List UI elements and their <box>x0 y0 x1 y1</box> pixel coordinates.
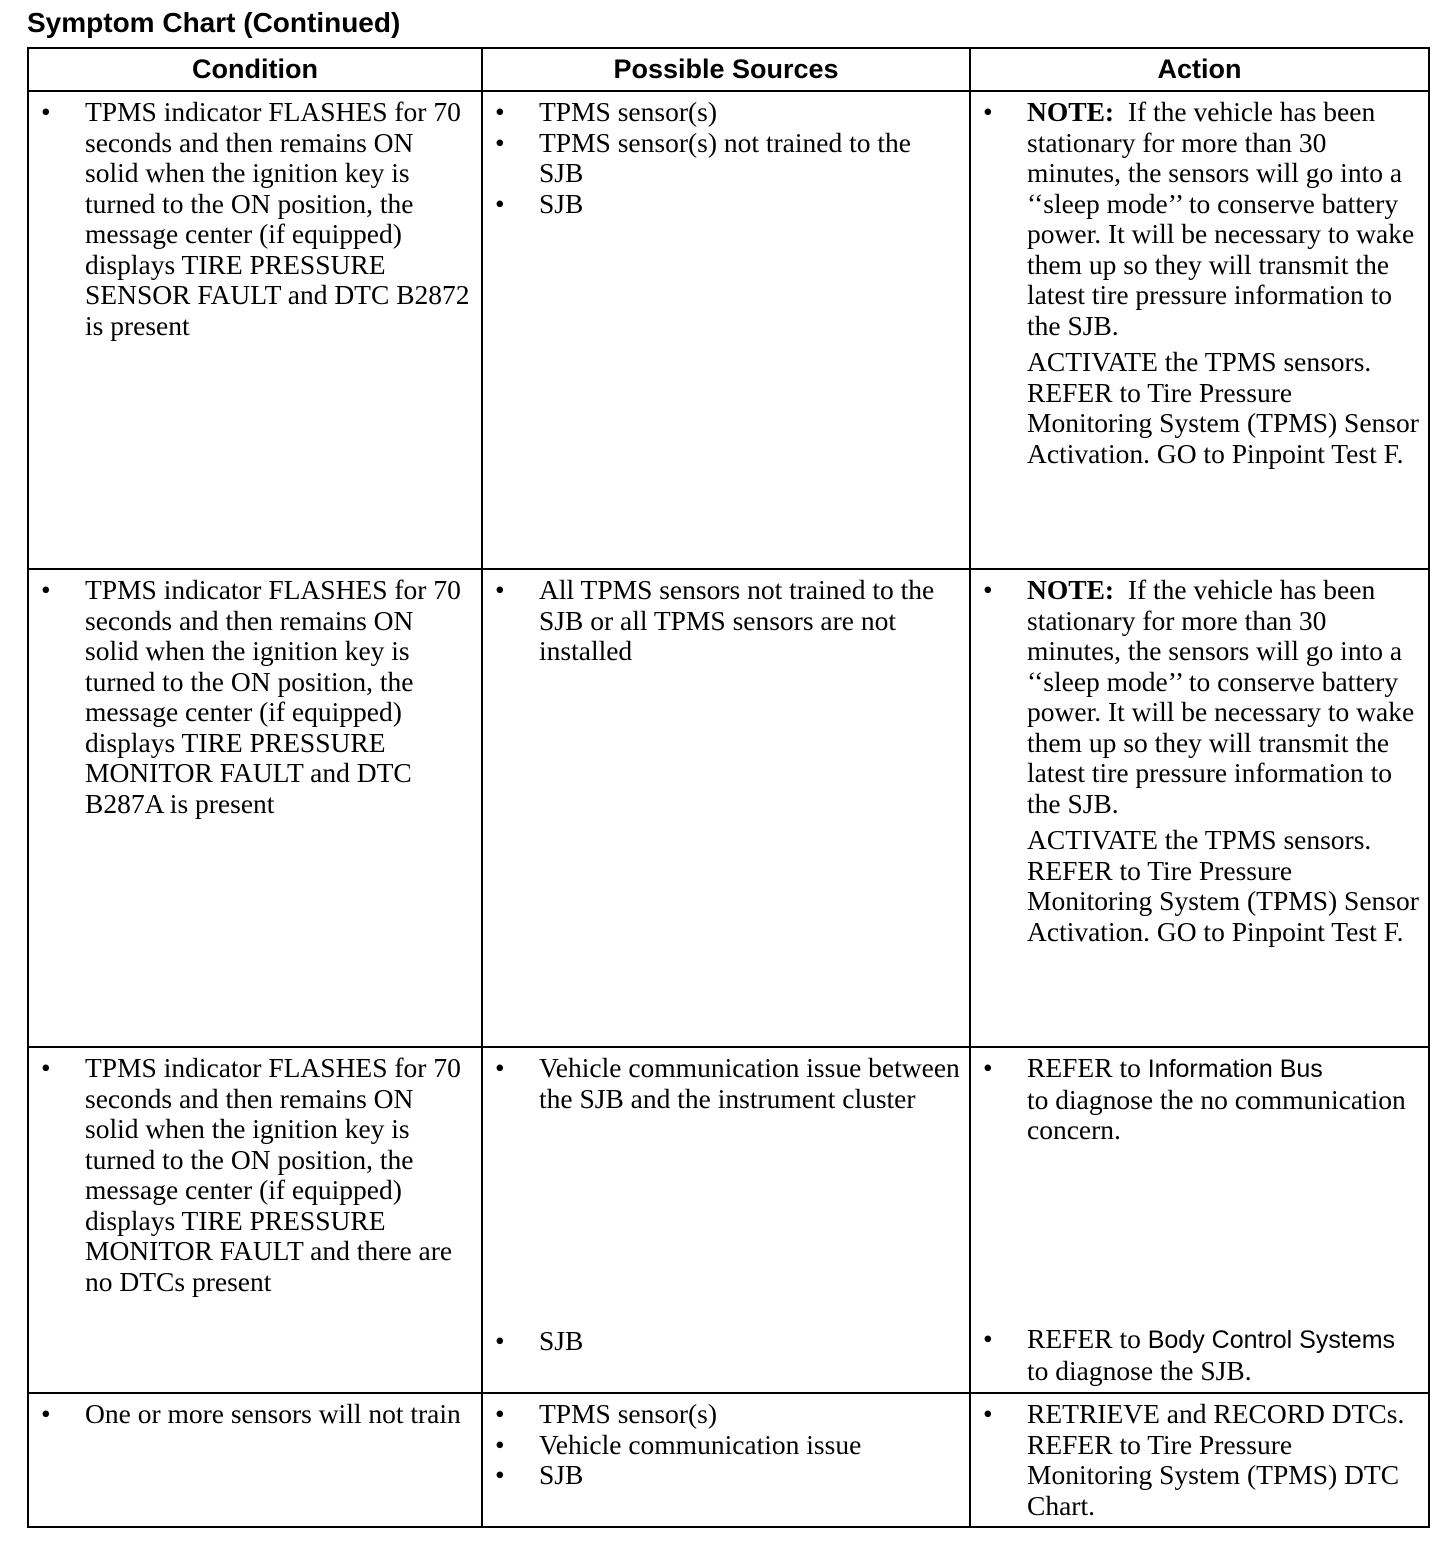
condition-cell <box>28 569 482 1047</box>
bullet-icon: • <box>41 1398 51 1429</box>
list-item <box>29 97 481 341</box>
list-item <box>971 97 1428 341</box>
condition-text: TPMS indicator FLASHES for 70 seconds and then remains ON solid when the ignition key is turned to the ON position, the message center (if equipped) displays TIRE PRESSURE MONITOR FAULT and there are no DTCs present <box>85 1052 461 1297</box>
information-bus-link[interactable]: Information Bus <box>1147 1055 1323 1083</box>
bullet-icon: • <box>983 1398 993 1429</box>
list-item <box>483 1053 969 1114</box>
note-text: If the vehicle has been stationary for more than 30 minutes, the sensors will go into a ‘‘sleep mode’’ to conserve battery power. It will be necessary to wake them up so they will transmit the latest tire pressure information to the SJB. <box>1027 96 1415 341</box>
table-row <box>28 569 1429 1047</box>
action-cell <box>970 1047 1429 1393</box>
list-item <box>483 128 969 189</box>
symptom-chart-table <box>27 47 1430 1528</box>
action-suffix: to diagnose the no communication concern. <box>1027 1083 1406 1145</box>
bullet-icon: • <box>983 1323 993 1354</box>
list-item <box>971 1324 1428 1386</box>
source-text: Vehicle communication issue <box>539 1428 862 1460</box>
header-action: Action <box>970 48 1429 91</box>
action-prefix: REFER to <box>1027 1052 1148 1083</box>
list-item <box>483 1430 969 1461</box>
bullet-icon: • <box>495 574 505 605</box>
action-followup: ACTIVATE the TPMS sensors. REFER to Tire Pressure Monitoring System (TPMS) Sensor Activation. GO to Pinpoint Test F. <box>1027 346 1419 469</box>
bullet-icon: • <box>495 1324 505 1356</box>
source-text: Vehicle communication issue between the SJB and the instrument cluster <box>539 1052 960 1114</box>
table-row <box>28 1047 1429 1393</box>
page-title: Symptom Chart (Continued) <box>27 7 401 38</box>
condition-text: One or more sensors will not train <box>85 1398 461 1429</box>
list-item <box>483 1399 969 1430</box>
bullet-icon: • <box>41 574 51 605</box>
list-item <box>483 575 969 667</box>
note-text: If the vehicle has been stationary for more than 30 minutes, the sensors will go into a ‘‘sleep mode’’ to conserve battery power. It will be necessary to wake them up so they will transmit the latest tire pressure information to the SJB. <box>1027 574 1415 819</box>
source-text: All TPMS sensors not trained to the SJB or all TPMS sensors are not installed <box>539 574 935 666</box>
list-item <box>483 97 969 128</box>
list-item <box>483 1460 969 1491</box>
action-prefix: REFER to <box>1027 1323 1148 1354</box>
condition-cell <box>28 1047 482 1393</box>
note-label: NOTE: <box>1027 96 1115 127</box>
list-item <box>29 575 481 819</box>
bullet-icon: • <box>495 187 505 219</box>
list-item <box>971 1053 1428 1146</box>
bullet-icon: • <box>495 1052 505 1083</box>
bullet-icon: • <box>41 96 51 127</box>
bullet-icon: • <box>983 1052 993 1083</box>
table-row <box>28 91 1429 569</box>
bullet-icon: • <box>41 1052 51 1083</box>
header-condition: Condition <box>28 48 482 91</box>
action-followup: ACTIVATE the TPMS sensors. REFER to Tire Pressure Monitoring System (TPMS) Sensor Activation. GO to Pinpoint Test F. <box>1027 824 1419 947</box>
action-cell <box>970 91 1429 569</box>
list-item <box>971 1399 1428 1521</box>
list-item <box>483 189 969 220</box>
bullet-icon: • <box>495 96 505 127</box>
bullet-icon: • <box>983 96 993 127</box>
header-row <box>28 48 1429 91</box>
list-item <box>29 1399 481 1430</box>
list-item <box>971 575 1428 819</box>
action-text: RETRIEVE and RECORD DTCs. REFER to Tire Pressure Monitoring System (TPMS) DTC Chart. <box>1027 1398 1405 1521</box>
list-item <box>483 1326 969 1357</box>
bullet-icon: • <box>495 1459 505 1490</box>
table-row <box>28 1393 1429 1527</box>
body-control-systems-link[interactable]: Body Control Systems <box>1147 1326 1396 1354</box>
sources-cell <box>482 91 970 569</box>
bullet-icon: • <box>495 126 505 158</box>
sources-cell <box>482 1393 970 1527</box>
header-possible-sources: Possible Sources <box>482 48 970 91</box>
source-text: SJB <box>539 187 584 219</box>
source-text: TPMS sensor(s) not trained to the SJB <box>539 126 911 188</box>
note-label: NOTE: <box>1027 574 1115 605</box>
source-text: TPMS sensor(s) <box>539 1398 717 1429</box>
condition-cell <box>28 1393 482 1527</box>
bullet-icon: • <box>495 1428 505 1460</box>
action-cell <box>970 569 1429 1047</box>
action-cell <box>970 1393 1429 1527</box>
bullet-icon: • <box>983 574 993 605</box>
source-text: TPMS sensor(s) <box>539 96 717 127</box>
action-suffix: to diagnose the SJB. <box>1027 1354 1252 1386</box>
condition-text: TPMS indicator FLASHES for 70 seconds and then remains ON solid when the ignition key is turned to the ON position, the message center (if equipped) displays TIRE PRESSURE SENSOR FAULT and DTC B2872 is present <box>85 96 470 341</box>
bullet-icon: • <box>495 1398 505 1429</box>
sources-cell <box>482 1047 970 1393</box>
sources-cell <box>482 569 970 1047</box>
condition-text: TPMS indicator FLASHES for 70 seconds and then remains ON solid when the ignition key is turned to the ON position, the message center (if equipped) displays TIRE PRESSURE MONITOR FAULT and DTC B287A is present <box>85 574 461 819</box>
source-text: SJB <box>539 1324 584 1356</box>
list-item <box>29 1053 481 1297</box>
condition-cell <box>28 91 482 569</box>
source-text: SJB <box>539 1459 584 1490</box>
